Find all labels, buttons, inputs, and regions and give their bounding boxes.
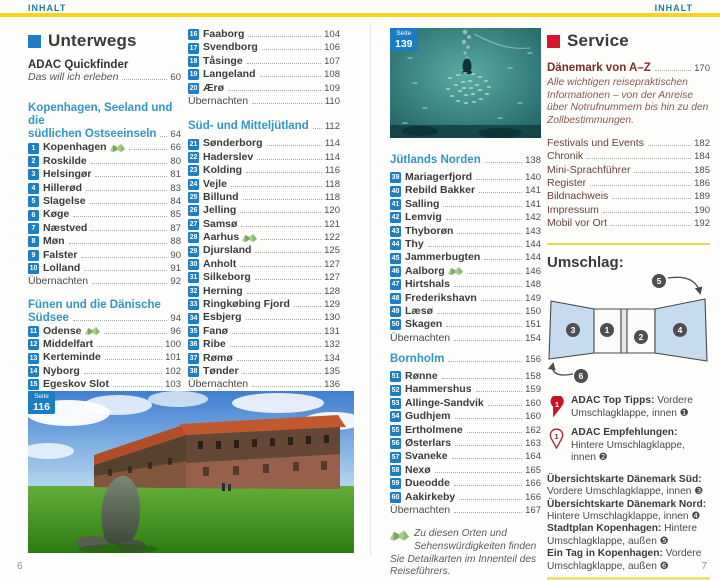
running-head-right: INHALT: [654, 3, 693, 13]
dot-leader: [313, 128, 322, 129]
dot-leader: [457, 233, 522, 234]
toc-item[interactable]: 59 Dueodde 166: [391, 477, 541, 490]
item-number-badge: 7: [28, 223, 39, 234]
photo-page-label: Seite 139: [390, 28, 418, 51]
red-square-icon: [547, 35, 560, 48]
svg-text:4: 4: [677, 325, 683, 336]
item-number-badge: 55: [391, 426, 400, 434]
map-leaf-icon: [85, 326, 100, 336]
svg-text:5: 5: [656, 276, 662, 287]
toc-item[interactable]: 57 Svaneke 164: [391, 450, 541, 463]
dot-leader: [241, 226, 321, 227]
page-number-right: 7: [701, 561, 707, 572]
top-tipp-marker-icon: [547, 395, 571, 422]
dot-leader: [92, 283, 167, 284]
dot-leader: [454, 512, 522, 513]
item-number-badge: 23: [189, 167, 198, 175]
toc-item[interactable]: 3 Helsingør 81: [28, 168, 181, 181]
toc-item[interactable]: 47 Hirtshals 148: [391, 278, 541, 291]
dot-leader: [257, 159, 322, 160]
dot-leader: [129, 149, 168, 150]
item-number-badge: 56: [391, 440, 400, 448]
running-head-left: INHALT: [28, 3, 67, 13]
toc-item[interactable]: 52 Hammershus 159: [391, 383, 541, 396]
item-number-badge: 59: [391, 480, 400, 488]
dot-leader: [260, 76, 322, 77]
dot-leader: [476, 179, 522, 180]
item-number-badge: 45: [391, 254, 400, 262]
toc-item[interactable]: 27 Samsø 121: [189, 217, 340, 230]
item-number-badge: 44: [391, 241, 400, 249]
dot-leader: [95, 176, 167, 177]
dot-leader: [590, 185, 691, 186]
toc-item[interactable]: 29 Djursland 125: [189, 244, 340, 257]
dot-leader: [655, 70, 691, 71]
cover-flaps-diagram: [547, 273, 710, 385]
dot-leader: [446, 219, 522, 220]
toc-item[interactable]: Mini-Sprachführer 185: [547, 163, 710, 176]
toc-item[interactable]: 37 Rømø 134: [189, 351, 340, 364]
dot-leader: [488, 405, 522, 406]
yellow-divider: [547, 243, 710, 246]
toc-item[interactable]: 28 Aarhus 122: [189, 231, 340, 244]
toc-item[interactable]: 22 Haderslev 114: [189, 150, 340, 163]
column-fuenen-sued: [188, 28, 340, 392]
item-number-badge: 3: [28, 169, 39, 180]
toc-item[interactable]: Chronik 184: [547, 150, 710, 163]
item-number-badge: 57: [391, 453, 400, 461]
toc-item[interactable]: Übernachten 136: [188, 378, 340, 391]
toc-list-seeland: [28, 141, 181, 275]
item-number-badge: 50: [391, 321, 400, 329]
toc-item[interactable]: 53 Allinge-Sandvik 160: [391, 396, 541, 409]
item-number-badge: 35: [189, 328, 198, 335]
item-number-badge: 19: [189, 71, 198, 79]
dot-leader: [91, 230, 167, 231]
toc-item[interactable]: 25 Billund 118: [189, 190, 340, 203]
toc-item[interactable]: 50 Skagen 151: [391, 318, 541, 331]
toc-item[interactable]: 36 Ribe 132: [189, 338, 340, 351]
item-number-badge: 32: [189, 287, 198, 295]
item-number-badge: 54: [391, 413, 400, 421]
toc-item[interactable]: Übernachten 92: [28, 275, 181, 288]
service-heading: [547, 30, 710, 52]
map-leaf-icon: [110, 143, 125, 153]
dot-leader: [587, 158, 691, 159]
toc-item[interactable]: 8 Møn 88: [28, 235, 181, 248]
toc-item[interactable]: 51 Rønne 158: [391, 370, 541, 383]
section-heading-bornholm: Bornholm 156: [390, 353, 541, 366]
cover-map-legend-entry: Übersichtskarte Dänemark Süd: Vordere Umschlagklappe, innen ❸: [547, 473, 704, 498]
item-number-badge: 26: [189, 207, 198, 215]
svg-text:3: 3: [570, 325, 576, 336]
legend-empfehlungen: 1 ADAC Empfehlungen: Hintere Umschlagklappe, innen ❷: [547, 427, 710, 465]
dot-leader: [231, 186, 322, 187]
toc-item[interactable]: 19 Langeland 108: [189, 68, 340, 81]
dot-leader: [255, 252, 321, 253]
toc-item[interactable]: 35 Fanø 131: [189, 324, 340, 337]
item-number-badge: 33: [189, 301, 198, 309]
toc-item[interactable]: 6 Køge 85: [28, 208, 181, 221]
item-number-badge: 6: [28, 210, 39, 221]
item-number-badge: 43: [391, 227, 400, 235]
item-number-badge: 53: [391, 400, 400, 408]
toc-item[interactable]: 7 Næstved 87: [28, 222, 181, 235]
dot-leader: [611, 225, 691, 226]
dot-leader: [485, 162, 522, 163]
yellow-divider-bottom: [547, 577, 710, 580]
dot-leader: [248, 36, 321, 37]
toc-item[interactable]: Festivals und Events 182: [547, 136, 710, 149]
dot-leader: [84, 270, 167, 271]
dot-leader: [113, 386, 162, 387]
dot-leader: [459, 499, 522, 500]
item-number-badge: 58: [391, 467, 400, 474]
toc-item[interactable]: 2 Roskilde 80: [28, 155, 181, 168]
item-number-badge: 41: [391, 200, 400, 208]
item-number-badge: 34: [189, 314, 198, 322]
cover-map-legend: [547, 474, 710, 573]
toc-item[interactable]: Übernachten 167: [390, 503, 541, 516]
legend-top-tipps: 1 ADAC Top Tipps: Vordere Umschlagklappe, innen ❶: [547, 395, 710, 422]
page-fold-line: [370, 22, 371, 556]
item-number-badge: 27: [189, 220, 198, 228]
dot-leader: [603, 212, 691, 213]
item-number-badge: 13: [29, 354, 38, 362]
toc-item[interactable]: Impressum 190: [547, 203, 710, 216]
toc-item[interactable]: Übernachten 154: [390, 331, 541, 344]
dot-leader: [452, 458, 523, 459]
svg-text:1: 1: [554, 432, 559, 442]
item-number-badge: 8: [28, 236, 39, 247]
toc-item[interactable]: 56 Østerlars 163: [391, 437, 541, 450]
toc-item[interactable]: 14 Nyborg 102: [29, 364, 181, 377]
toc-item[interactable]: 41 Salling 141: [391, 197, 541, 210]
item-number-badge: 4: [28, 183, 39, 194]
toc-item[interactable]: 16 Faaborg 104: [189, 28, 340, 40]
dot-leader: [97, 346, 162, 347]
item-number-badge: 28: [189, 234, 198, 242]
toc-item[interactable]: 54 Gudhjem 160: [391, 410, 541, 423]
yellow-top-rule: [0, 13, 720, 17]
item-number-badge: 12: [29, 341, 38, 349]
dot-leader: [467, 432, 522, 433]
dot-leader: [267, 145, 322, 146]
dot-leader: [69, 243, 168, 244]
toc-item[interactable]: 13 Kerteminde 101: [29, 351, 181, 364]
dot-leader: [246, 172, 322, 173]
toc-item[interactable]: 40 Rebild Bakker 141: [391, 184, 541, 197]
service-description: Alle wichtigen reisepraktischen Informationen – von der Anreise über Notrufnummern bis hin zu den Zollbestimmungen.: [547, 77, 709, 127]
toc-item[interactable]: 31 Silkeborg 127: [189, 271, 340, 284]
dot-leader: [243, 373, 322, 374]
part-title: Unterwegs: [48, 31, 137, 50]
toc-item[interactable]: Das will ich erleben 60: [28, 71, 181, 83]
dot-leader: [261, 239, 321, 240]
item-number-badge: 31: [189, 274, 198, 282]
toc-item[interactable]: 55 Ertholmene 162: [391, 423, 541, 436]
toc-list-bornholm: [390, 370, 541, 504]
dot-leader: [455, 418, 523, 419]
svg-text:1: 1: [554, 400, 560, 410]
toc-item[interactable]: 26 Jelling 120: [189, 204, 340, 217]
dot-leader: [455, 445, 522, 446]
item-number-badge: 30: [189, 261, 198, 269]
toc-item[interactable]: 15 Egeskov Slot 103: [29, 378, 181, 391]
toc-item[interactable]: 12 Middelfart 100: [29, 338, 181, 351]
toc-item[interactable]: 9 Falster 90: [28, 249, 181, 262]
section-heading-fuenen: Fünen und die Dänische Südsee 94: [28, 298, 181, 324]
dot-leader: [648, 145, 691, 146]
column-norden-bornholm: [390, 28, 541, 579]
toc-item[interactable]: 39 Mariagerfjord 140: [391, 171, 541, 183]
dot-leader: [481, 300, 522, 301]
dot-leader: [428, 246, 522, 247]
toc-item[interactable]: Übernachten 110: [188, 94, 340, 107]
toc-item[interactable]: 48 Frederikshavn 149: [391, 291, 541, 304]
dot-leader: [437, 313, 522, 314]
dot-leader: [90, 203, 168, 204]
item-number-badge: 47: [391, 281, 400, 289]
dot-leader: [247, 63, 321, 64]
toc-item[interactable]: 49 Læsø 150: [391, 304, 541, 317]
item-number-badge: 25: [189, 194, 198, 202]
item-number-badge: 46: [391, 267, 400, 275]
dot-leader: [479, 192, 522, 193]
dot-leader: [454, 485, 522, 486]
dot-leader: [612, 198, 691, 199]
toc-item[interactable]: 24 Vejle 118: [189, 177, 340, 190]
dot-leader: [105, 359, 162, 360]
dot-leader: [484, 259, 522, 260]
toc-item[interactable]: 46 Aalborg 146: [391, 264, 541, 277]
item-number-badge: 11: [29, 327, 38, 335]
toc-item[interactable]: 60 Aakirkeby 166: [391, 490, 541, 503]
dot-leader: [634, 172, 691, 173]
column-unterwegs: [28, 30, 181, 392]
toc-item[interactable]: 18 Tåsinge 107: [189, 54, 340, 67]
dot-leader: [228, 90, 321, 91]
dot-leader: [81, 257, 167, 258]
column-service: [547, 30, 710, 580]
service-list: [547, 137, 710, 231]
map-leaf-icon: [390, 529, 409, 542]
dot-leader: [104, 333, 168, 334]
toc-item[interactable]: Bildnachweis 189: [547, 190, 710, 203]
toc-item[interactable]: 45 Jammerbugten 144: [391, 251, 541, 264]
dot-leader: [73, 320, 168, 321]
dot-leader: [232, 333, 321, 334]
castle-photo-image: [28, 391, 354, 553]
item-number-badge: 37: [189, 354, 198, 362]
part-title: Service: [567, 31, 629, 50]
dot-leader: [240, 266, 321, 267]
castle-photo: [28, 391, 354, 553]
section-heading-norden: Jütlands Norden 138: [390, 154, 541, 166]
item-number-badge: 20: [189, 84, 198, 92]
item-number-badge: 2: [28, 156, 39, 167]
item-number-badge: 29: [189, 247, 198, 255]
dot-leader: [240, 212, 321, 213]
umschlag-title: Umschlag:: [547, 254, 624, 272]
map-note: Zu diesen Orten und Sehenswürdigkeiten finden Sie Detailkarten im Innenteil des Reiseführers.: [390, 528, 537, 578]
dot-leader: [84, 373, 162, 374]
toc-item[interactable]: 21 Sønderborg 114: [189, 137, 340, 150]
toc-item[interactable]: 20 Ærø 109: [189, 81, 340, 94]
toc-list-fuenen-b: [188, 28, 340, 95]
dot-leader: [252, 386, 321, 387]
dot-leader: [246, 319, 322, 320]
item-number-badge: 24: [189, 180, 198, 188]
item-number-badge: 5: [28, 196, 39, 207]
dot-leader: [262, 49, 321, 50]
item-number-badge: 51: [391, 373, 400, 381]
cover-map-legend-entry: Stadtplan Kopenhagen: Hintere Umschlagklappe, außen ❺: [547, 523, 697, 547]
photo-page-label: Seite 116: [28, 391, 55, 414]
toc-item[interactable]: 23 Kolding 116: [189, 164, 340, 177]
dot-leader: [255, 279, 321, 280]
cover-map-legend-entry: Übersichtskarte Dänemark Nord: Hintere Umschlagklappe, innen ❹: [547, 498, 707, 523]
dot-leader: [252, 103, 322, 104]
dot-leader: [91, 163, 168, 164]
toc-item[interactable]: 43 Thyborøn 143: [391, 224, 541, 237]
dot-leader: [454, 286, 522, 287]
item-number-badge: 39: [391, 174, 400, 182]
item-number-badge: 1: [28, 143, 39, 154]
item-number-badge: 21: [189, 140, 198, 148]
dot-leader: [243, 199, 322, 200]
dot-leader: [442, 378, 522, 379]
dot-leader: [73, 216, 167, 217]
item-number-badge: 52: [391, 386, 400, 394]
map-leaf-icon: [242, 233, 257, 243]
item-number-badge: 9: [28, 250, 39, 261]
toc-item[interactable]: 38 Tønder 135: [189, 364, 340, 377]
page-number-left: 6: [17, 561, 23, 572]
dot-leader: [247, 293, 321, 294]
toc-item[interactable]: 33 Ringkøbing Fjord 129: [189, 298, 340, 311]
item-number-badge: 40: [391, 187, 400, 195]
unterwegs-heading: [28, 30, 181, 52]
svg-text:2: 2: [638, 332, 644, 343]
dot-leader: [476, 391, 523, 392]
toc-item[interactable]: Mobil vor Ort 192: [547, 217, 710, 230]
toc-item[interactable]: Register 186: [547, 176, 710, 189]
toc-item[interactable]: 1 Kopenhagen 66: [28, 141, 181, 154]
dot-leader: [467, 273, 522, 274]
cover-map-legend-entry: Ein Tag in Kopenhagen: Vordere Umschlagklappe, außen ❻: [547, 548, 702, 572]
item-number-badge: 14: [29, 368, 38, 376]
dot-leader: [160, 136, 167, 137]
dot-leader: [237, 360, 321, 361]
toc-item[interactable]: 42 Lemvig 142: [391, 211, 541, 224]
dot-leader: [443, 206, 522, 207]
toc-list-sued: [188, 137, 340, 378]
toc-item[interactable]: 4 Hillerød 83: [28, 182, 181, 195]
dot-leader: [454, 340, 522, 341]
item-number-badge: 22: [189, 153, 198, 161]
toc-list-norden: [390, 171, 541, 332]
item-number-badge: 36: [189, 341, 198, 349]
item-number-badge: 60: [391, 493, 400, 501]
dot-leader: [86, 190, 167, 191]
toc-item[interactable]: Dänemark von A–Z 170: [547, 62, 710, 74]
dot-leader: [446, 326, 522, 327]
toc-item[interactable]: 34 Esbjerg 130: [189, 311, 340, 324]
toc-item[interactable]: 58 Nexø 165: [391, 463, 541, 476]
underwater-photo: [390, 28, 541, 138]
toc-list-fuenen-a: [28, 325, 181, 392]
item-number-badge: 16: [189, 31, 198, 39]
toc-item[interactable]: 17 Svendborg 106: [189, 41, 340, 54]
toc-item[interactable]: 30 Anholt 127: [189, 257, 340, 270]
item-number-badge: 48: [391, 294, 400, 302]
toc-item[interactable]: 32 Herning 128: [189, 284, 340, 297]
toc-item[interactable]: 10 Lolland 91: [29, 261, 181, 274]
dot-leader: [435, 472, 522, 473]
dot-leader: [230, 346, 321, 347]
blue-square-icon: [28, 35, 41, 48]
item-number-badge: 17: [189, 44, 198, 52]
quickfinder-title: ADAC Quickfinder: [28, 59, 129, 71]
item-number-badge: 38: [189, 368, 198, 376]
map-leaf-icon: [448, 266, 463, 276]
item-number-badge: 18: [189, 57, 198, 65]
toc-item[interactable]: 44 Thy 144: [391, 237, 541, 250]
item-number-badge: 42: [391, 214, 400, 222]
item-number-badge: 49: [391, 308, 400, 316]
item-number-badge: 10: [29, 265, 38, 273]
dot-leader: [122, 79, 167, 80]
section-heading-seeland: Kopenhagen, Seeland und die südlichen Ostseeinseln 64: [28, 102, 181, 141]
item-number-badge: 15: [29, 381, 38, 389]
svg-text:6: 6: [578, 371, 584, 382]
section-heading-sued: Süd- und Mitteljütland 112: [188, 120, 340, 133]
empfehlung-marker-icon: [547, 427, 571, 465]
dot-leader: [448, 361, 522, 362]
toc-item[interactable]: 5 Slagelse 84: [28, 195, 181, 208]
dot-leader: [294, 306, 321, 307]
svg-text:1: 1: [604, 325, 610, 336]
toc-item[interactable]: 11 Odense 96: [29, 324, 181, 337]
